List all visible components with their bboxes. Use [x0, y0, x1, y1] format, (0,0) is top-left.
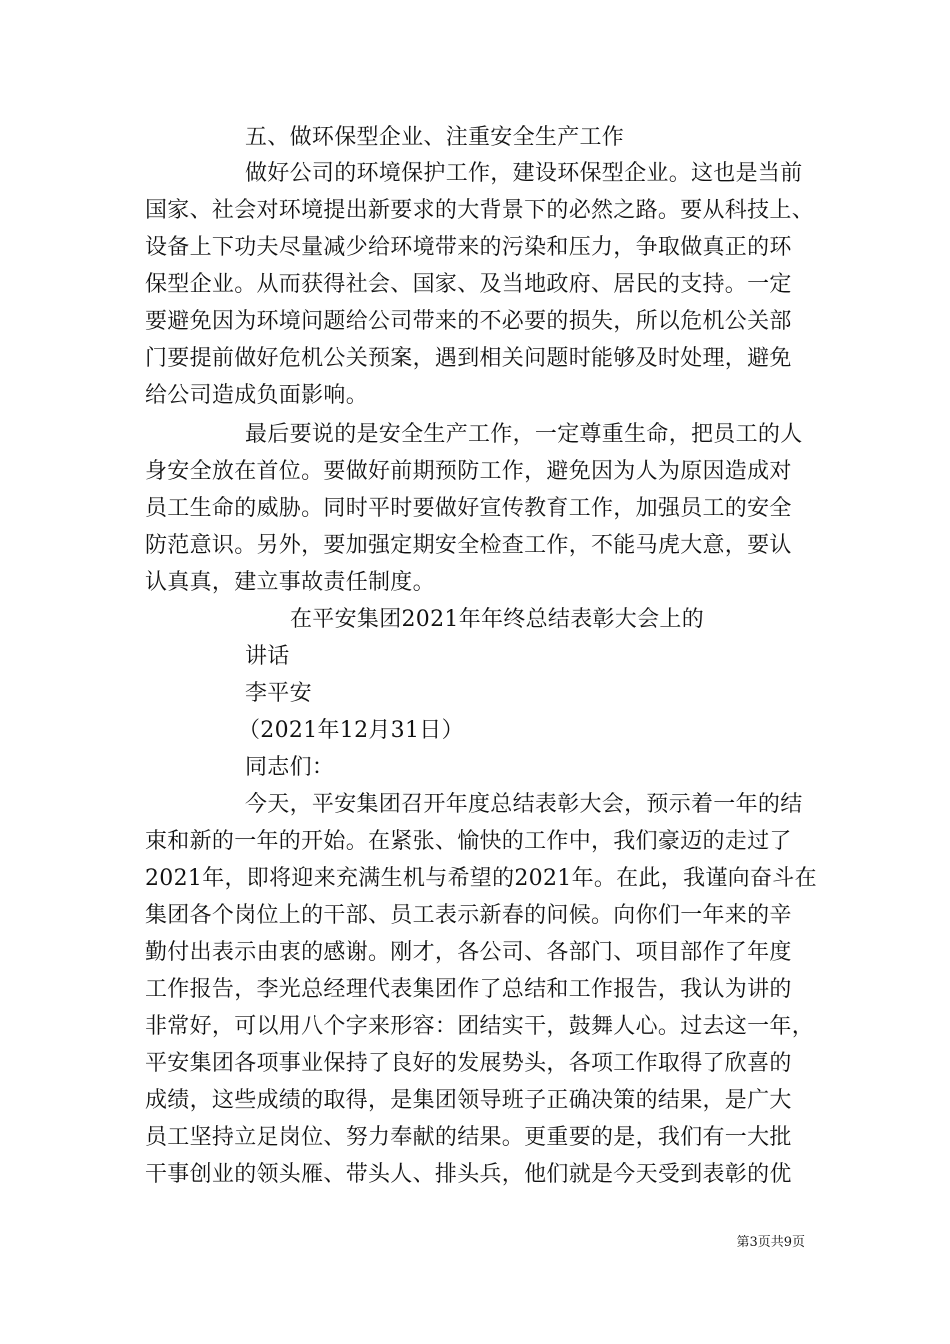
paragraph-line: 员工坚持立足岗位、努力奉献的结果。更重要的是，我们有一大批	[145, 1125, 792, 1150]
paragraph-line: 认真真，建立事故责任制度。	[145, 570, 435, 595]
paragraph-line: 最后要说的是安全生产工作，一定尊重生命，把员工的人	[245, 422, 803, 447]
paragraph-line: 国家、社会对环境提出新要求的大背景下的必然之路。要从科技上、	[145, 198, 815, 223]
salutation: 同志们：	[245, 755, 335, 780]
paragraph-line: 身安全放在首位。要做好前期预防工作，避免因为人为原因造成对	[145, 459, 792, 484]
paragraph-line: 束和新的一年的开始。在紧张、愉快的工作中，我们豪迈的走过了	[145, 829, 792, 854]
paragraph-line: 给公司造成负面影响。	[145, 383, 369, 408]
paragraph-line: 防范意识。另外，要加强定期安全检查工作，不能马虎大意，要认	[145, 533, 792, 558]
paragraph-line: 非常好，可以用八个字来形容：团结实干，鼓舞人心。过去这一年，	[145, 1014, 815, 1039]
paragraph-line: 工作报告，李光总经理代表集团作了总结和工作报告，我认为讲的	[145, 977, 792, 1002]
paragraph-line: 集团各个岗位上的干部、员工表示新春的问候。向你们一年来的辛	[145, 903, 792, 928]
paragraph-line: 今天，平安集团召开年度总结表彰大会，预示着一年的结	[245, 792, 803, 817]
speech-date: （2021年12月31日）	[238, 718, 464, 743]
paragraph-line: 勤付出表示由衷的感谢。刚才，各公司、各部门、项目部作了年度	[145, 940, 792, 965]
speech-title-continued: 讲话	[245, 644, 290, 669]
speaker-name: 李平安	[245, 681, 312, 706]
section-heading: 五、做环保型企业、注重安全生产工作	[245, 125, 625, 150]
paragraph-line: 做好公司的环境保护工作，建设环保型企业。这也是当前	[245, 161, 803, 186]
paragraph-line: 平安集团各项事业保持了良好的发展势头，各项工作取得了欣喜的	[145, 1051, 792, 1076]
paragraph-line: 保型企业。从而获得社会、国家、及当地政府、居民的支持。一定	[145, 272, 792, 297]
paragraph-line: 成绩，这些成绩的取得，是集团领导班子正确决策的结果，是广大	[145, 1088, 792, 1113]
paragraph-line: 门要提前做好危机公关预案，遇到相关问题时能够及时处理，避免	[145, 346, 792, 371]
paragraph-line: 要避免因为环境问题给公司带来的不必要的损失，所以危机公关部	[145, 309, 792, 334]
speech-title: 在平安集团2021年年终总结表彰大会上的	[290, 607, 704, 632]
paragraph-line: 2021年，即将迎来充满生机与希望的2021年。在此，我谨向奋斗在	[145, 866, 817, 891]
paragraph-line: 员工生命的威胁。同时平时要做好宣传教育工作，加强员工的安全	[145, 496, 792, 521]
paragraph-line: 设备上下功夫尽量减少给环境带来的污染和压力，争取做真正的环	[145, 235, 792, 260]
paragraph-line: 干事创业的领头雁、带头人、排头兵，他们就是今天受到表彰的优	[145, 1162, 792, 1187]
page-number: 第3页共9页	[736, 1235, 805, 1250]
